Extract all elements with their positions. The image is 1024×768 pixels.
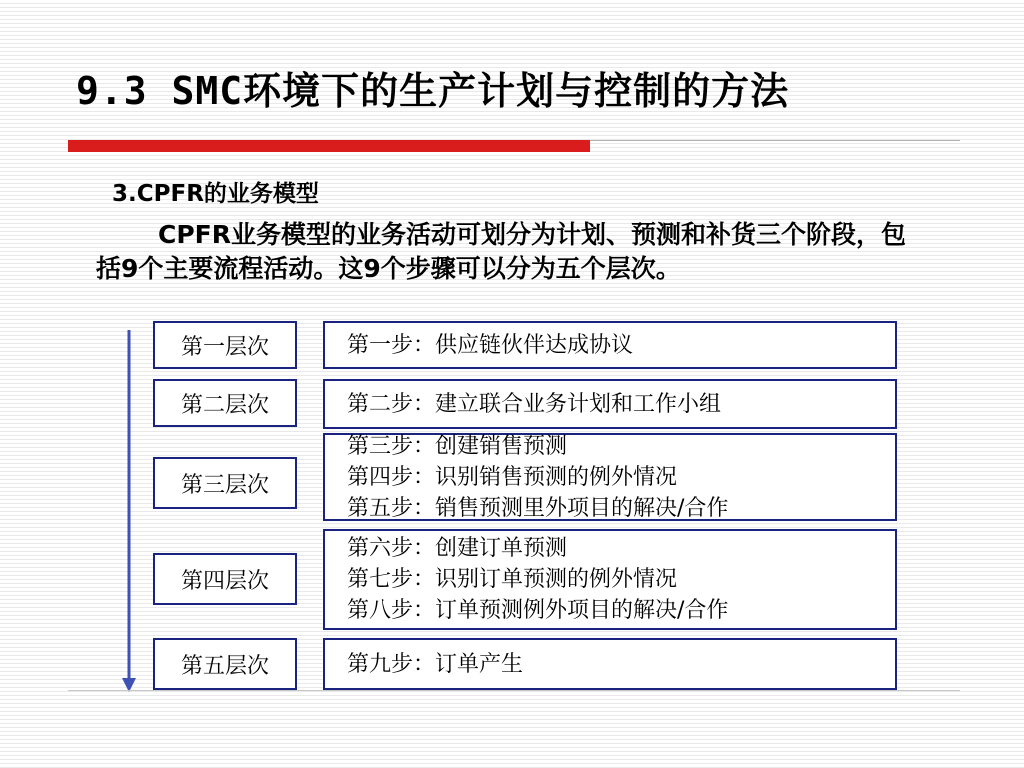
step-box-3: [323, 433, 897, 521]
level-box-4: [153, 553, 297, 605]
step-text: 第一步：供应链伙伴达成协议: [347, 332, 634, 358]
step-text: 第二步：建立联合业务计划和工作小组: [347, 391, 722, 417]
section-heading: 3.CPFR的业务模型: [112, 181, 319, 207]
level-box-3: [153, 457, 297, 509]
level-box-5: [153, 638, 297, 690]
down-arrow-icon: [119, 330, 139, 694]
level-label: 第五层次: [180, 653, 269, 679]
title-accent-bar: [68, 140, 590, 152]
step-box-4: [323, 529, 897, 630]
level-label: 第二层次: [180, 392, 269, 418]
slide-title: 9.3 SMC环境下的生产计划与控制的方法: [76, 69, 790, 113]
level-label: 第四层次: [180, 568, 269, 594]
level-box-1: [153, 321, 297, 369]
step-text: 第八步：订单预测例外项目的解决/合作: [347, 598, 729, 623]
step-text: 第三步：创建销售预测: [347, 433, 568, 459]
footer-divider: [68, 690, 960, 691]
step-text: 第四步：识别销售预测的例外情况: [347, 464, 678, 490]
step-text: 第七步：识别订单预测的例外情况: [347, 567, 678, 592]
step-box-5: [323, 638, 897, 690]
level-label: 第三层次: [180, 472, 269, 498]
level-label: 第一层次: [180, 334, 269, 360]
step-box-2: [323, 379, 897, 429]
step-text: 第九步：订单产生: [347, 651, 524, 677]
level-box-2: [153, 379, 297, 427]
step-text: 第六步：创建订单预测: [347, 536, 568, 561]
step-box-1: [323, 321, 897, 369]
step-text: 第五步：销售预测里外项目的解决/合作: [347, 495, 729, 521]
intro-paragraph: CPFR业务模型的业务活动可划分为计划、预测和补货三个阶段，包括9个主要流程活动。这9个步骤可以分为五个层次。: [96, 220, 907, 283]
